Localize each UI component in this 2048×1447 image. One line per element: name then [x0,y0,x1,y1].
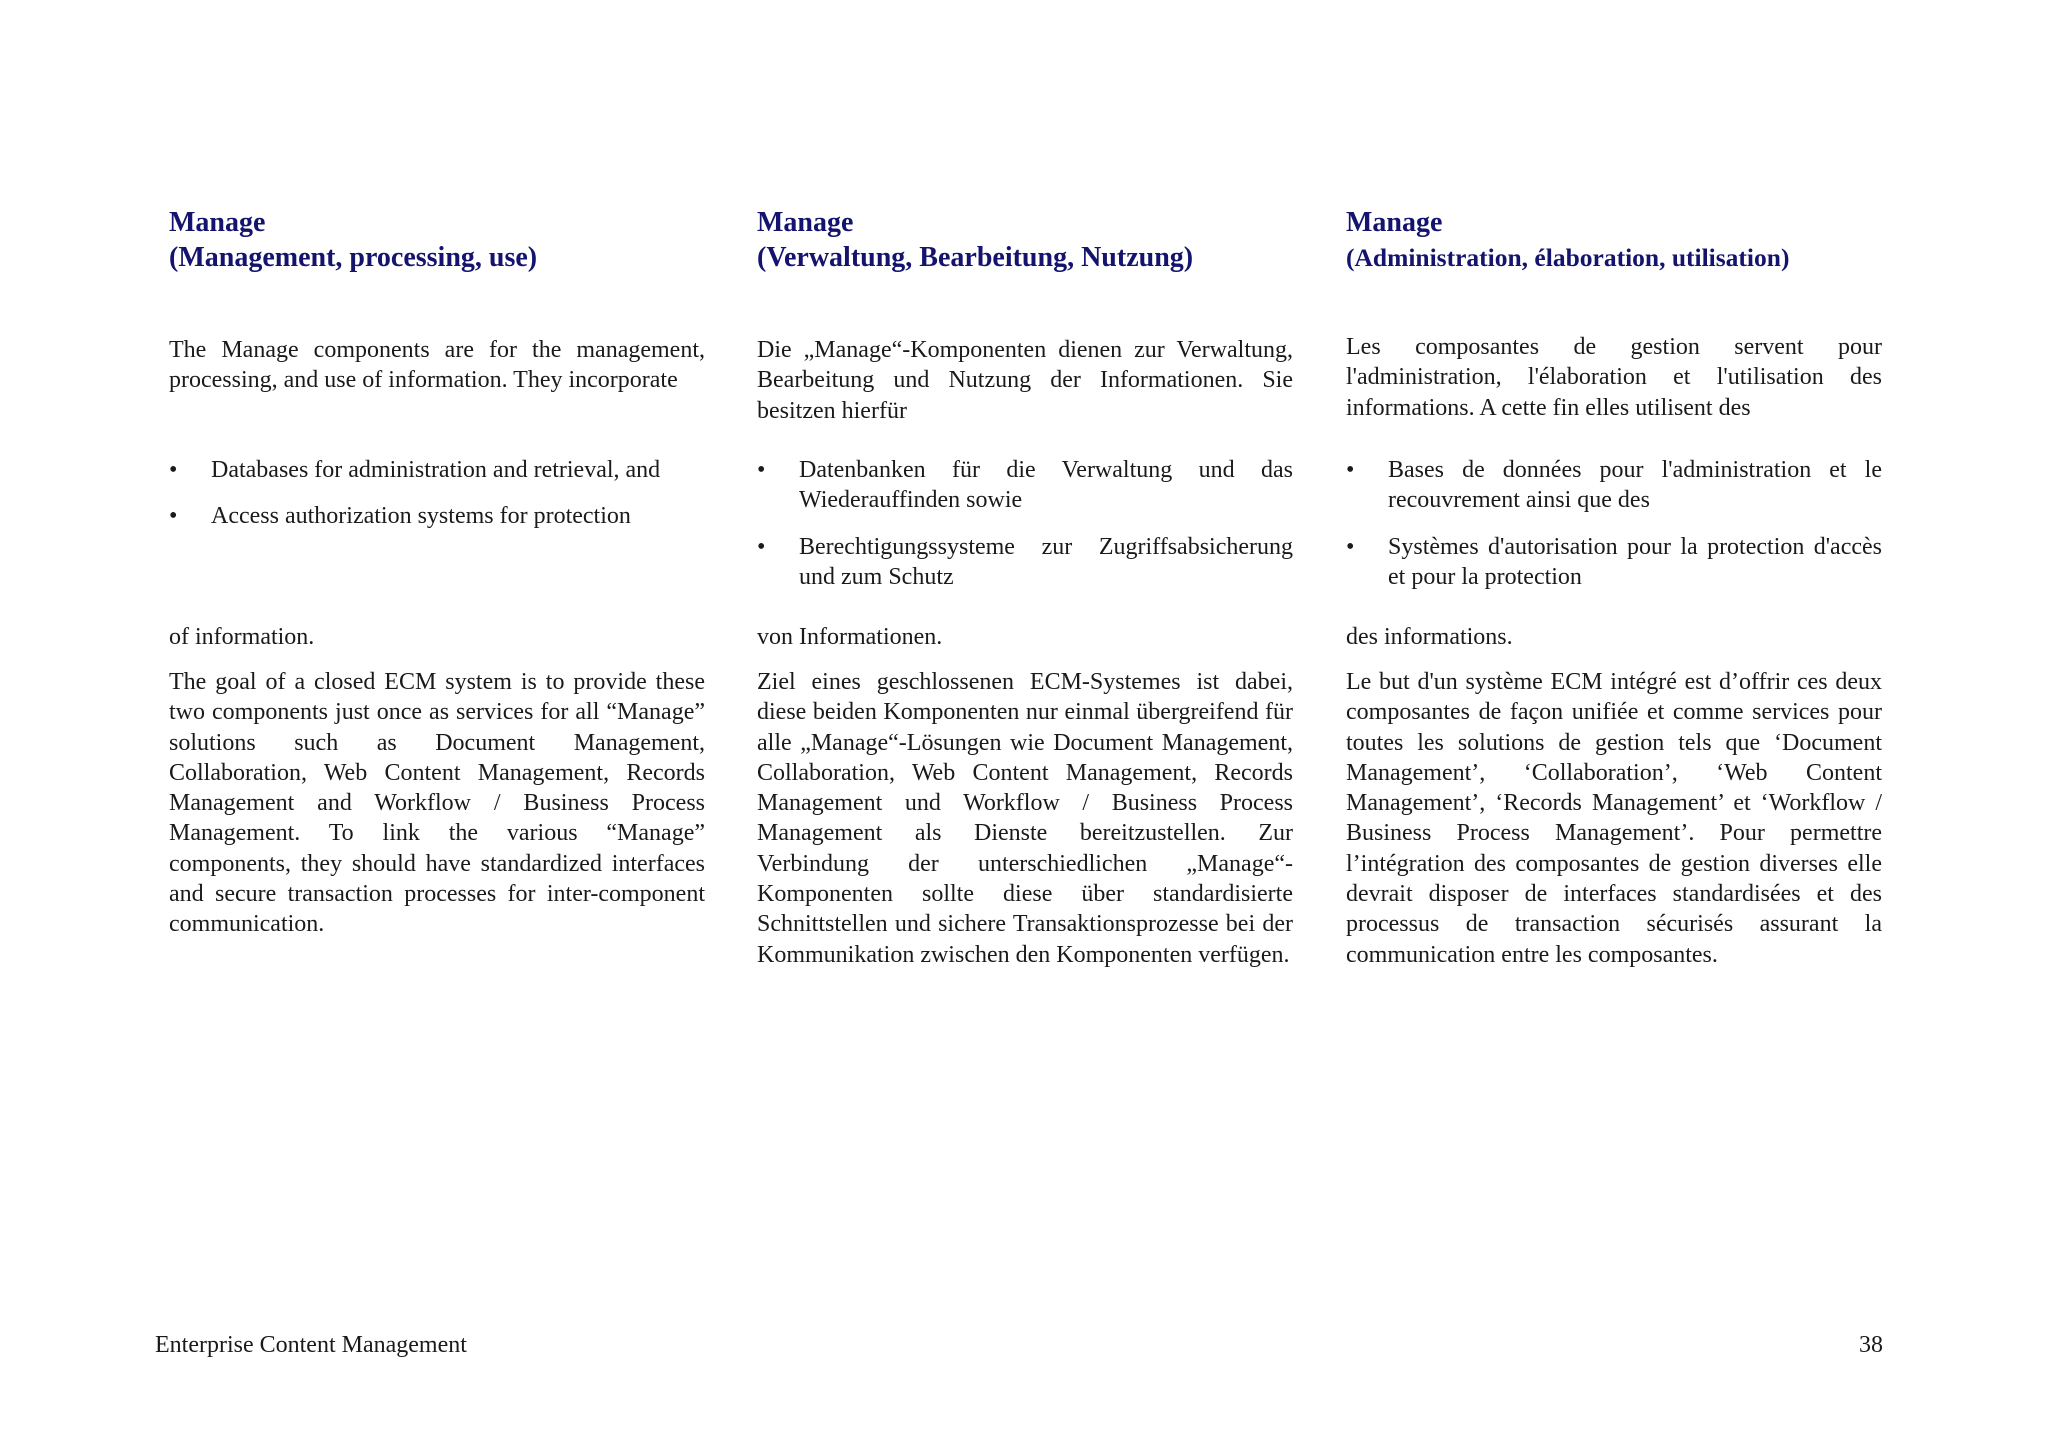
heading-title: Manage [757,207,854,238]
intro-paragraph: The Manage components are for the management, processing, and use of information. They incorporate [169,337,705,394]
continuation-text: des informations. [1346,624,1513,650]
goal-paragraph: Le but d'un système ECM intégré est d’offrir ces deux composantes de façon unifiée et comme services pour toutes les solutions de gestion tels que ‘Document Management’, ‘Collaboration’, ‘Web Content Management’, ‘Records Management’ et ‘Workflow / Business Process Management’. Pour permettre l’intégration des composantes de gestion diverses elle devrait disposer de interfaces standardisées et des processus de transaction sécurisés assurant la communication entre les composantes. [1346,669,1882,968]
bullet-text: Bases de données pour l'administration et le recouvrement ainsi que des [1388,457,1882,514]
bullet-icon: • [1346,533,1355,560]
bullet-text: Systèmes d'autorisation pour la protection d'accès et pour la protection [1388,533,1882,590]
bullet-text: Databases for administration and retrieval, and [211,457,661,483]
heading-title: Manage [1346,207,1443,238]
goal-paragraph: The goal of a closed ECM system is to provide these two components just once as services for all “Manage” solutions such as Document Management, Collaboration, Web Content Management, Records Management and Workflow / Business Process Management. To link the various “Manage” components, they should have standardized interfaces and secure transaction processes for inter-component communication. [169,669,705,938]
bullet-item [757,532,1293,593]
bullet-list [1346,455,1882,592]
bullet-text: Access authorization systems for protection [211,503,631,530]
intro-paragraph: Les composantes de gestion servent pour l'administration, l'élaboration et l'utilisation des informations. A cette fin elles utilisent des [1346,334,1882,421]
bullet-item [757,455,1293,516]
section-heading-english [169,205,705,275]
bullet-icon: • [169,503,178,530]
continuation-text: von Informationen. [757,624,943,650]
bullet-text: Berechtigungssysteme zur Zugriffsabsicherung und zum Schutz [799,533,1293,590]
bullet-item [169,501,705,531]
intro-paragraph: Die „Manage“-Komponenten dienen zur Verwaltung, Bearbeitung und Nutzung der Informationen. Sie besitzen hierfür [757,337,1293,424]
column-french [1346,205,1882,968]
bullet-icon: • [169,457,178,483]
bullet-icon: • [757,457,766,483]
bullet-item [1346,455,1882,516]
page-number: 38 [1859,1332,1883,1358]
heading-subtitle: (Verwaltung, Bearbeitung, Nutzung) [757,242,1194,273]
section-heading-french [1346,205,1882,275]
continuation-text: of information. [169,624,315,650]
heading-title: Manage [169,207,266,238]
column-english [169,205,705,938]
bullet-icon: • [1346,457,1355,483]
bullet-item [169,455,705,485]
bullet-item [1346,532,1882,593]
bullet-list [169,455,705,532]
section-heading-german [757,205,1293,275]
heading-subtitle: (Administration, élaboration, utilisation) [1346,243,1790,272]
bullet-text: Datenbanken für die Verwaltung und das Wiederauffinden sowie [799,457,1293,514]
bullet-icon: • [757,533,766,560]
bullet-list [757,455,1293,592]
goal-paragraph: Ziel eines geschlossenen ECM-Systemes ist dabei, diese beiden Komponenten nur einmal übergreifend für alle „Manage“-Lösungen wie Document Management, Collaboration, Web Content Management, Records Management und Workflow / Business Process Management als Dienste bereitzustellen. Zur Verbindung der unterschiedlichen „Manage“-Komponenten sollte diese über standardisierte Schnittstellen und sichere Transaktionsprozesse bei der Kommunikation zwischen den Komponenten verfügen. [757,669,1293,968]
footer-title: Enterprise Content Management [155,1332,467,1358]
heading-subtitle: (Management, processing, use) [169,242,538,273]
column-german [757,205,1293,968]
